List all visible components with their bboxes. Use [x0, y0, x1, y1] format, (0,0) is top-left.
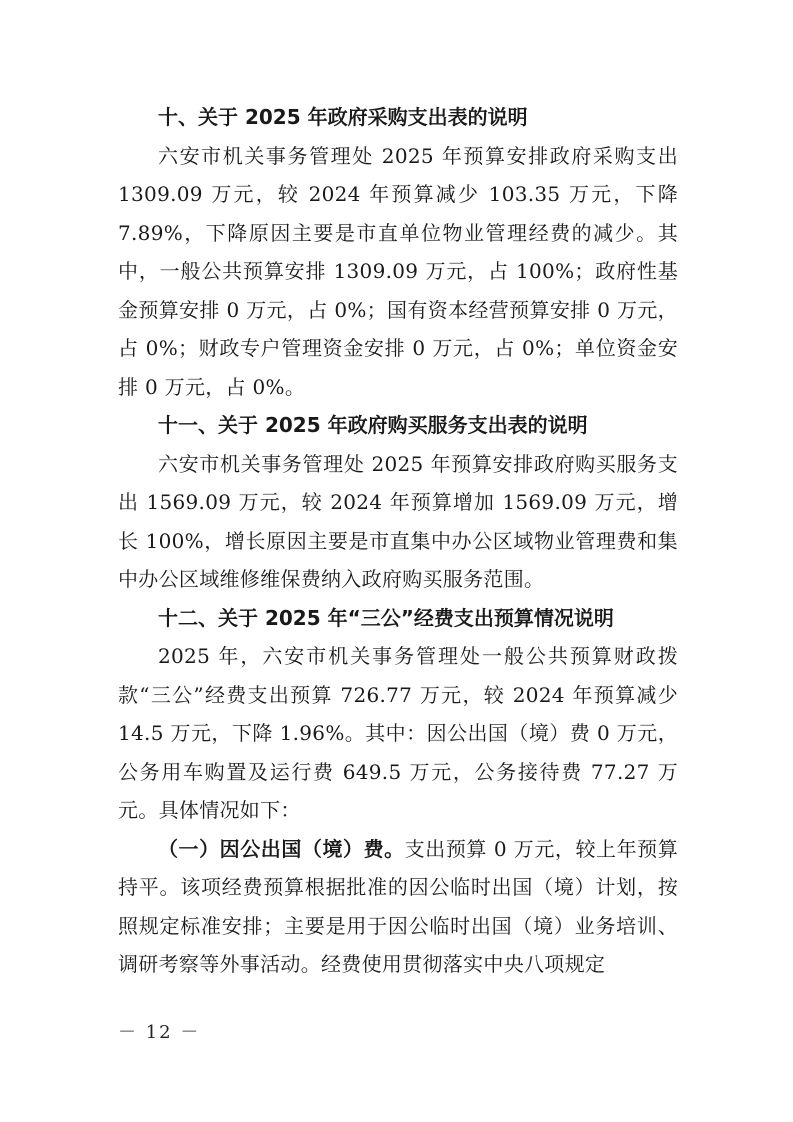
page-number: － 12 － — [118, 1022, 201, 1043]
section-paragraph-11: 六安市机关事务管理处 2025 年预算安排政府购买服务支出 1569.09 万元，较 2024 年预算增加 1569.09 万元，增长 100%，增长原因主要是市直集中办公区域物业管理费和集中办公区域维修维保费纳入政府购买服务范围。 — [118, 451, 678, 591]
section-heading-11: 十一、关于 2025 年政府购买服务支出表的说明 — [158, 413, 588, 437]
section-heading-12: 十二、关于 2025 年“三公”经费支出预算情况说明 — [158, 605, 614, 630]
page-content — [118, 98, 678, 984]
section-heading-10: 十、关于 2025 年政府采购支出表的说明 — [158, 105, 528, 129]
subsection-text: 支出预算 0 万元，较上年预算持平。该项经费预算根据批准的因公临时出国（境）计划，按照规定标准安排；主要是用于因公临时出国（境）业务培训、调研考察等外事活动。经费使用贯彻落实中央八项规定 — [118, 836, 678, 976]
section-paragraph-10: 六安市机关事务管理处 2025 年预算安排政府采购支出 1309.09 万元，较 2024 年预算减少 103.35 万元，下降 7.89%，下降原因主要是市直单位物业管理经费的减少。其中，一般公共预算安排 1309.09 万元，占 100%；政府性基金预算安排 0 万元，占 0%；国有资本经营预算安排 0 万元，占 0%；财政专户管理资金安排 0 万元，占 0%；单位资金安排 0 万元，占 0%。 — [118, 143, 678, 399]
section-paragraph-12: 2025 年，六安市机关事务管理处一般公共预算财政拨款“三公”经费支出预算 726.77 万元，较 2024 年预算减少 14.5 万元，下降 1.96%。其中：因公出国（境）费 0 万元，公务用车购置及运行费 649.5 万元，公务接待费 77.27 万元。具体情况如下： — [118, 644, 678, 822]
subsection-heading: （一）因公出国（境）费。 — [158, 836, 405, 861]
subsection-paragraph — [118, 830, 678, 984]
